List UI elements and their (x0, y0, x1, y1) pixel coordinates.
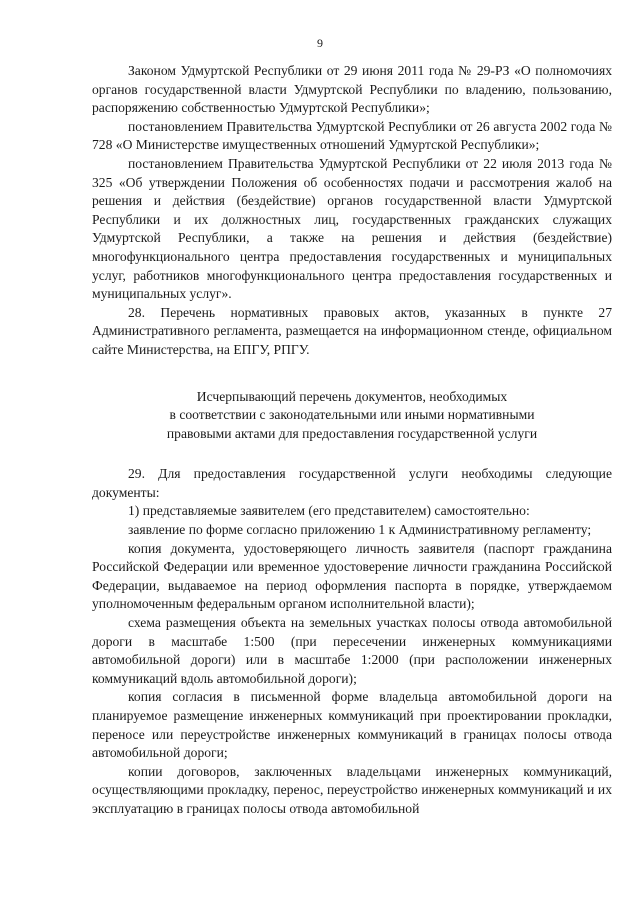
heading-line: правовыми актами для предоставления государственной услуги (166, 425, 538, 441)
paragraph: 29. Для предоставления государственной услуги необходимы следующие документы: (92, 466, 612, 500)
paragraph: копия согласия в письменной форме владельца автомобильной дороги на планируемое размещение инженерных коммуникаций при проектировании прокладки, переносе или переустройстве инженерных коммуникаций в границах полосы отвода автомобильной дороги; (92, 689, 612, 761)
paragraph: 1) представляемые заявителем (его представителем) самостоятельно: (128, 503, 530, 519)
paragraph: копия документа, удостоверяющего личность заявителя (паспорт гражданина Российской Федерации или временное удостоверение личности гражданина Российской Федерации, выдаваемое на период оформления паспорта в порядке, утверждаемом уполномоченным федеральным органом исполнительной власти); (92, 540, 612, 612)
paragraph: 28. Перечень нормативных правовых актов, указанных в пункте 27 Административного регламента, размещается на информационном стенде, официальном сайте Министерства, на ЕПГУ, РПГУ. (92, 304, 612, 357)
page-number: 9 (317, 36, 323, 50)
paragraph: Законом Удмуртской Республики от 29 июня 2011 года № 29-РЗ «О полномочиях органов государственной власти Удмуртской Республики по владению, пользованию, распоряжению собственностью Удмуртской Республики»; (92, 63, 612, 116)
paragraph: постановлением Правительства Удмуртской Республики от 26 августа 2002 года № 728 «О Министерстве имущественных отношений Удмуртской Республики»; (92, 118, 612, 153)
heading-line: в соответствии с законодательными или иными нормативными (169, 407, 535, 423)
paragraph: копии договоров, заключенных владельцами инженерных коммуникаций, осуществляющими прокладку, перенос, переустройство инженерных коммуникаций и их эксплуатацию в границах полосы отвода автомобильной (92, 763, 612, 816)
document-body (92, 62, 612, 819)
paragraph: постановлением Правительства Удмуртской Республики от 22 июля 2013 года № 325 «Об утверждении Положения об особенностях подачи и рассмотрения жалоб на решения и действия (бездействие) органов государственной власти Удмуртской Республики и их должностных лиц, государственных гражданских служащих Удмуртской Республики, а также на решения и действия (бездействие) многофункционального центра предоставления государственных и муниципальных услуг, работников многофункционального центра предоставления государственных и муниципальных услуг». (92, 155, 612, 302)
heading-line: Исчерпывающий перечень документов, необходимых (196, 388, 508, 404)
section-heading (92, 388, 612, 444)
paragraph: заявление по форме согласно приложению 1 к Административному регламенту; (128, 522, 592, 538)
paragraph: схема размещения объекта на земельных участках полосы отвода автомобильной дороги в масштабе 1:500 (при пересечении инженерных коммуникациями автомобильной дороги) или в масштабе 1:2000 (при расположении инженерных коммуникаций вдоль автомобильной дороги); (92, 615, 612, 686)
